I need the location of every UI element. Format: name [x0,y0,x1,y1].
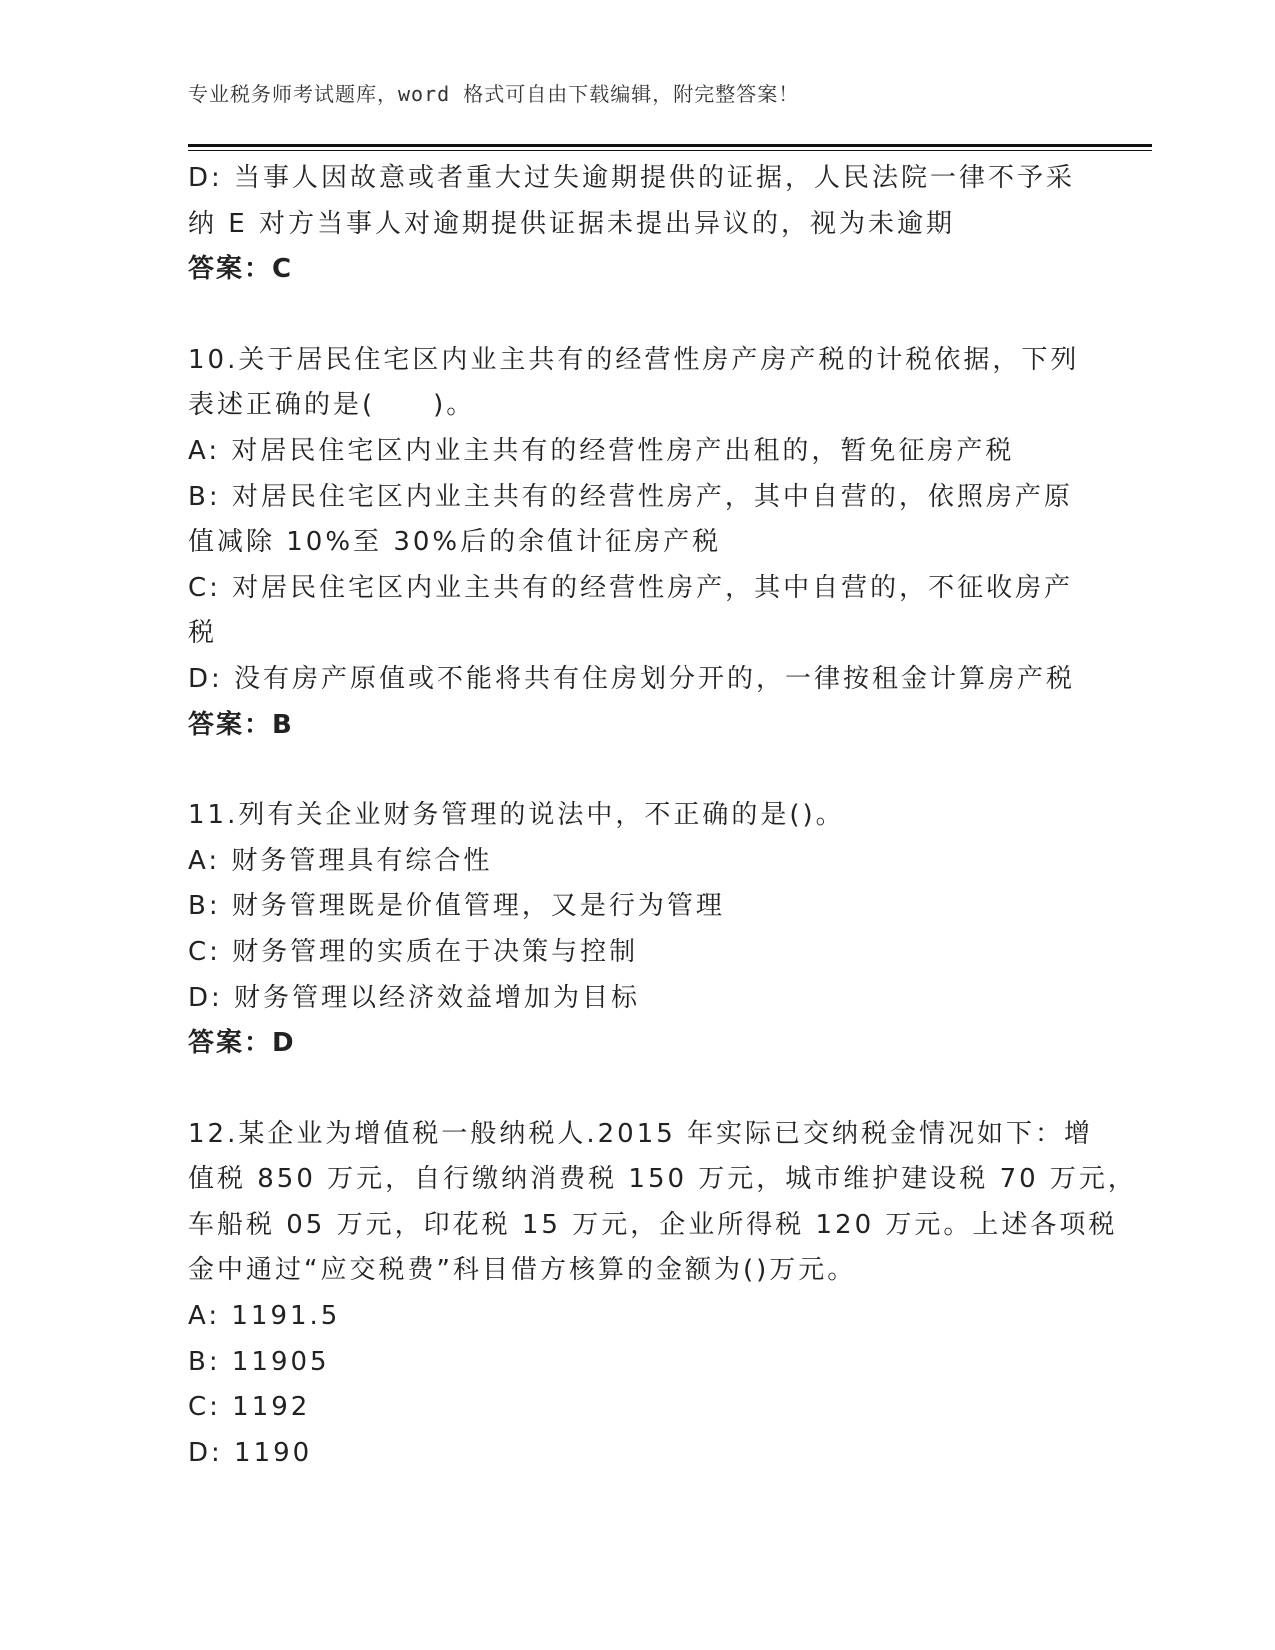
answer-label: 答案：D [188,1028,296,1059]
question-stem: 值税 850 万元，自行缴纳消费税 150 万元，城市维护建设税 70 万元， [188,1164,1137,1195]
document-body [188,156,1137,1476]
question-stem: 12.某企业为增值税一般纳税人.2015 年实际已交纳税金情况如下：增 [188,1118,1094,1149]
question-stem: 11.列有关企业财务管理的说法中，不正确的是()。 [188,800,845,831]
option-line: C: 1192 [188,1392,311,1423]
option-line: D: 财务管理以经济效益增加为目标 [188,982,641,1013]
question-stem: 金中通过“应交税费”科目借方核算的金额为()万元。 [188,1255,857,1286]
option-line: B: 对居民住宅区内业主共有的经营性房产，其中自营的，依照房产原 [188,481,1073,512]
option-line: 纳 E 对方当事人对逾期提供证据未提出异议的，视为未逾期 [188,208,955,239]
header-rule-thick [188,144,1152,147]
question-12 [188,1112,1137,1477]
header-rule-thin [188,150,1152,151]
answer-label: 答案：C [188,254,294,285]
option-line: 值减除 10%至 30%后的余值计征房产税 [188,527,722,558]
option-line: 税 [188,618,218,649]
option-line: A: 1191.5 [188,1301,341,1332]
option-line: D: 没有房产原值或不能将共有住房划分开的，一律按租金计算房产税 [188,663,1076,694]
question-11 [188,793,1088,1067]
option-line: A: 财务管理具有综合性 [188,845,493,876]
option-line: B: 财务管理既是价值管理，又是行为管理 [188,891,725,922]
option-line: D: 1190 [188,1437,313,1468]
option-line: A: 对居民住宅区内业主共有的经营性房产出租的，暂免征房产税 [188,435,1015,466]
option-line: D: 当事人因故意或者重大过失逾期提供的证据，人民法院一律不予采 [188,163,1076,193]
question-stem: 车船税 05 万元，印花税 15 万元，企业所得税 120 万元。上述各项税 [188,1209,1118,1240]
question-stem: 表述正确的是( )。 [188,390,476,421]
page-header: 专业税务师考试题库，word 格式可自由下载编辑，附完整答案！ [188,82,800,106]
question-10 [188,338,1088,748]
option-line: C: 财务管理的实质在于决策与控制 [188,936,639,967]
prev-question-tail [188,156,1088,293]
answer-label: 答案：B [188,709,294,740]
option-line: C: 对居民住宅区内业主共有的经营性房产，其中自营的，不征收房产 [188,572,1074,603]
option-line: B: 11905 [188,1346,330,1377]
question-stem: 10.关于居民住宅区内业主共有的经营性房产房产税的计税依据，下列 [188,344,1080,375]
